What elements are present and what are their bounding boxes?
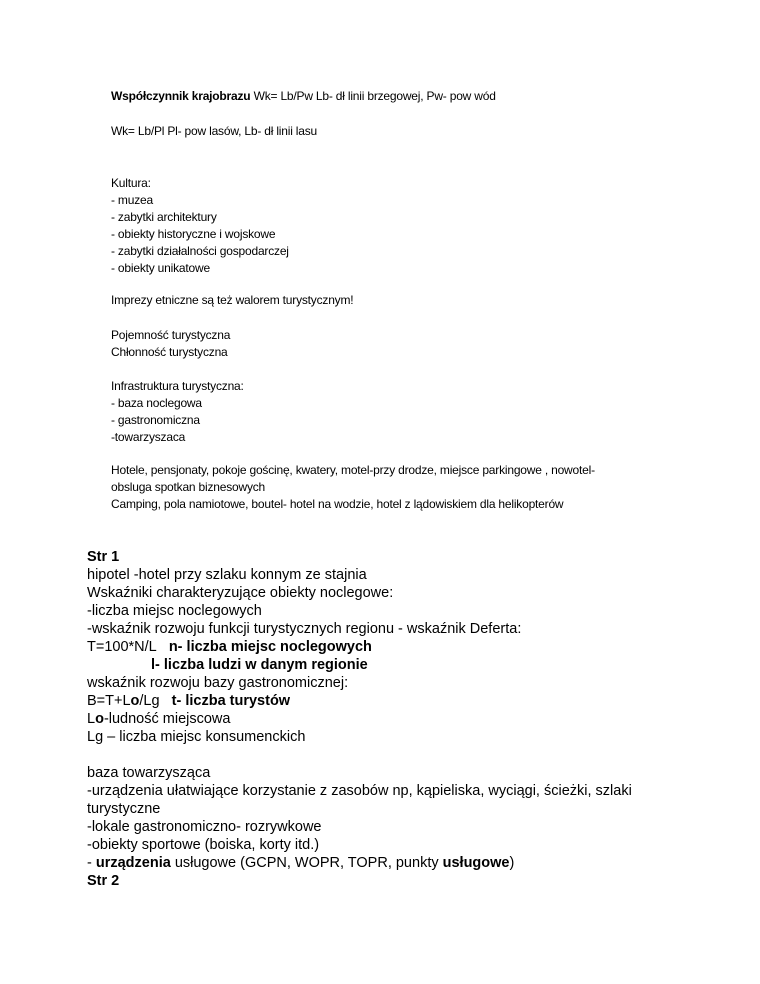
base-title-line: baza towarzysząca [87, 765, 211, 781]
infrastructure-title: Infrastruktura turystyczna: [111, 379, 244, 393]
culture-item: - zabytki architektury [111, 210, 217, 224]
page-heading: Str 1 [87, 549, 120, 565]
culture-item: - muzea [111, 193, 153, 207]
service-line: - urządzenia usługowe (GCPN, WOPR, TOPR, punkty usługowe) [87, 855, 515, 871]
landscape-coefficient-line [111, 88, 496, 105]
hotels-line: Hotele, pensjonaty, pokoje gościnę, kwatery, motel-przy drodze, miejsce parkingowe , nowotel- [111, 463, 595, 477]
devices-line-cont: turystyczne [87, 801, 161, 817]
events-line: Imprezy etniczne są też walorem turystycznym! [111, 293, 354, 307]
culture-item: - zabytki działalności gospodarczej [111, 244, 289, 258]
culture-item: - obiekty unikatowe [111, 261, 210, 275]
capacity-section [111, 327, 230, 361]
page-heading-2: Str 2 [87, 873, 120, 889]
beds-line: -liczba miejsc noclegowych [87, 603, 262, 619]
hotels-section [111, 462, 595, 513]
infrastructure-item: - baza noclegowa [111, 396, 202, 410]
sports-line: -obiekty sportowe (boiska, korty itd.) [87, 837, 320, 853]
culture-item: - obiekty historyczne i wojskowe [111, 227, 276, 241]
culture-title: Kultura: [111, 176, 151, 190]
lg-line: Lg – liczba miejsc konsumenckich [87, 729, 306, 745]
indicators-line: Wskaźniki charakteryzujące obiekty noclegowe: [87, 585, 394, 601]
hipotel-line: hipotel -hotel przy szlaku konnym ze stajnia [87, 567, 367, 583]
formula-t-line: T=100*N/L n- liczba miejsc noclegowych [87, 639, 372, 655]
venues-line: -lokale gastronomiczno- rozrywkowe [87, 819, 322, 835]
gastro-index-line: wskaźnik rozwoju bazy gastronomicznej: [87, 675, 349, 691]
formula-b-line: B=T+Lo/Lg t- liczba turystów [87, 693, 291, 709]
lo-line: Lo-ludność miejscowa [87, 711, 231, 727]
formula-l-line: l- liczba ludzi w danym regionie [151, 657, 368, 673]
landscape-coefficient-title: Współczynnik krajobrazu [111, 89, 251, 103]
defert-line: -wskaźnik rozwoju funkcji turystycznych regionu - wskaźnik Deferta: [87, 621, 522, 637]
culture-section [111, 175, 289, 277]
notes-section [87, 548, 632, 890]
hotels-line: obsluga spotkan biznesowych [111, 480, 266, 494]
capacity-line: Pojemność turystyczna [111, 328, 231, 342]
infrastructure-section [111, 378, 244, 446]
devices-line: -urządzenia ułatwiające korzystanie z zasobów np, kąpieliska, wyciągi, ścieżki, szlaki [87, 783, 632, 799]
camping-line: Camping, pola namiotowe, boutel- hotel na wodzie, hotel z lądowiskiem dla helikopterów [111, 497, 564, 511]
infrastructure-item: -towarzyszaca [111, 430, 186, 444]
forest-coefficient-line: Wk= Lb/Pl Pl- pow lasów, Lb- dł linii lasu [111, 124, 318, 138]
absorption-line: Chłonność turystyczna [111, 345, 228, 359]
infrastructure-item: - gastronomiczna [111, 413, 200, 427]
landscape-coefficient-formula: Wk= Lb/Pw Lb- dł linii brzegowej, Pw- pow wód [250, 89, 496, 103]
